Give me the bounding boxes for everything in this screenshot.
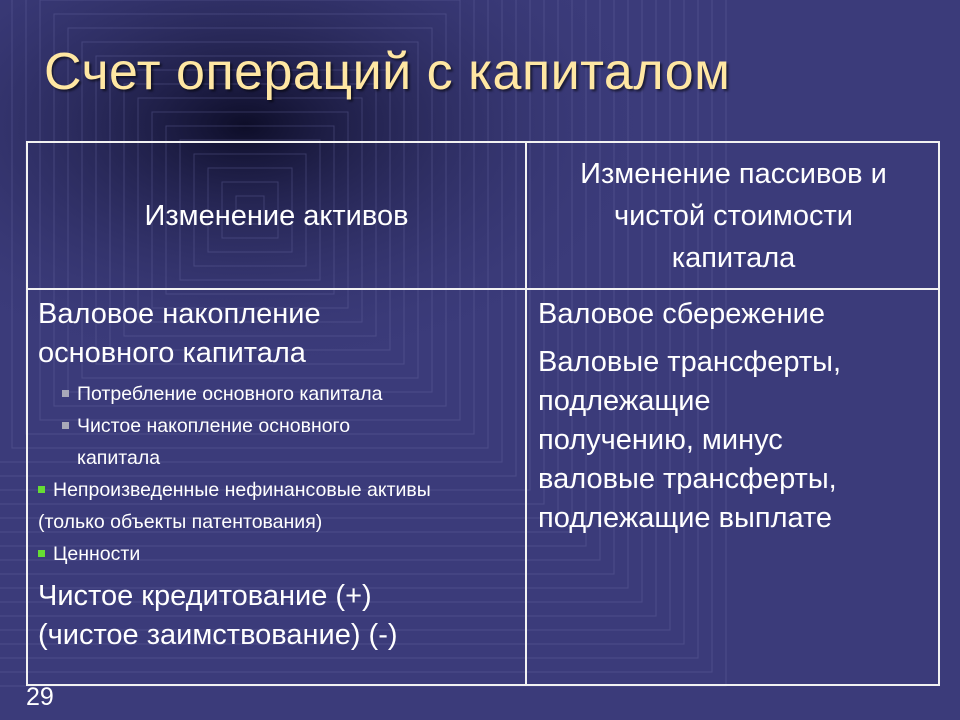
header-liabilities-line: капитала [671,242,796,274]
list-item-text: Потребление основного капитала [77,383,383,405]
page-title: Счет операций с капиталом [44,43,731,101]
list-item [38,378,518,410]
text-line: получению, минус [538,424,783,456]
list-item-text: Чистое накопление основного [77,415,351,437]
text-line: основного капитала [38,337,306,369]
list-item-text: Ценности [53,543,141,565]
header-liabilities-line: чистой стоимости [614,200,853,232]
text-line: валовые трансферты, [538,463,837,495]
square-bullet-icon [38,486,45,493]
square-bullet-icon [38,550,45,557]
list-item [38,474,518,506]
list-item [38,538,518,570]
list-item-text: капитала [77,447,161,469]
text-line: Валовые трансферты, [538,346,841,378]
text-line: подлежащие [538,385,711,417]
text-line: Чистое кредитование (+) [38,580,372,612]
list-item-text: Непроизведенные нефинансовые активы [53,479,431,501]
liabilities-column [538,295,938,538]
header-liabilities-line: Изменение пассивов и [580,158,887,190]
text-line: (чистое заимствование) (-) [38,619,398,651]
header-divider [28,288,938,290]
assets-column [38,295,518,655]
gross-capital-formation [38,295,518,373]
header-assets-label: Изменение активов [144,199,409,232]
page-number: 29 [26,683,54,711]
net-lending [38,577,518,655]
gross-saving: Валовое сбережение [538,298,825,330]
list-item-text: (только объекты патентования) [38,511,323,533]
capital-account-table [26,141,940,686]
text-line: Валовое накопление [38,298,321,330]
square-bullet-icon [62,390,69,397]
header-liabilities [527,153,940,279]
list-item [38,410,518,442]
text-line: подлежащие выплате [538,502,833,534]
capital-transfers [538,343,938,538]
square-bullet-icon [62,422,69,429]
header-assets [28,143,525,288]
